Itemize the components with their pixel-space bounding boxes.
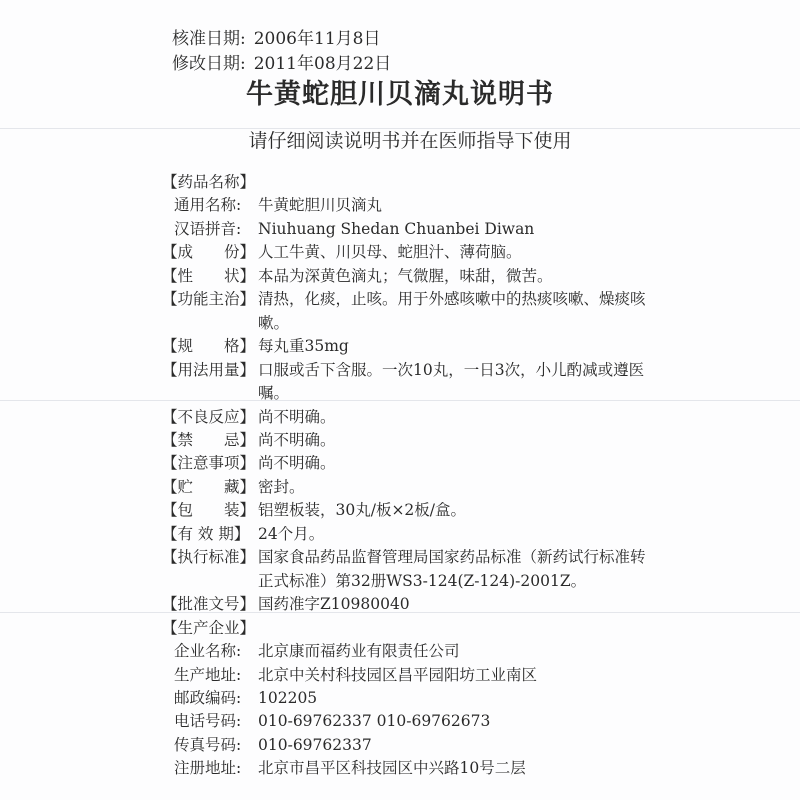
row-label: 【性 状】 <box>162 266 256 285</box>
row-value: Niuhuang Shedan Chuanbei Diwan <box>258 219 535 238</box>
row-value: 010-69762337 010-69762673 <box>258 712 491 731</box>
row-label: 传真号码: <box>174 735 242 754</box>
info-row <box>162 546 652 593</box>
revision-date <box>172 49 391 74</box>
row-value: 口服或舌下含服。一次10丸，一日3次，小儿酌减或遵医嘱。 <box>258 360 645 403</box>
row-value: 北京市昌平区科技园区中兴路10号二层 <box>258 759 526 778</box>
row-value: 牛黄蛇胆川贝滴丸 <box>258 196 383 215</box>
info-row <box>162 265 652 288</box>
info-row <box>162 499 652 522</box>
info-row <box>162 171 652 194</box>
row-value <box>258 171 652 194</box>
row-label: 【不良反应】 <box>162 407 256 426</box>
info-row <box>162 288 652 335</box>
row-label: 汉语拼音: <box>174 219 242 238</box>
row-value: 密封。 <box>258 477 305 496</box>
info-row <box>162 757 652 780</box>
approval-date-value: 2006年11月8日 <box>253 29 381 49</box>
row-value: 尚不明确。 <box>258 407 336 426</box>
row-label: 【注意事项】 <box>162 454 256 473</box>
row-value: 铝塑板装，30丸/板×2板/盒。 <box>258 501 467 520</box>
document-title: 牛黄蛇胆川贝滴丸说明书 <box>246 79 554 110</box>
document-subtitle: 请仔细阅读说明书并在医师指导下使用 <box>248 130 572 152</box>
info-row <box>162 359 652 406</box>
row-value: 每丸重35mg <box>258 337 349 356</box>
row-value: 102205 <box>258 688 318 707</box>
row-value <box>258 617 652 640</box>
row-value: 尚不明确。 <box>258 430 336 449</box>
info-row <box>162 194 652 217</box>
approval-date-label: 核准日期: <box>172 29 246 49</box>
info-row <box>162 406 652 429</box>
row-label: 【执行标准】 <box>162 548 256 567</box>
info-row <box>162 710 652 733</box>
info-row <box>162 452 652 475</box>
row-label: 邮政编码: <box>174 688 242 707</box>
row-label: 通用名称: <box>174 196 242 215</box>
info-row <box>162 664 652 687</box>
row-label: 【贮 藏】 <box>162 477 256 496</box>
info-row <box>162 523 652 546</box>
approval-date <box>172 24 380 49</box>
info-row <box>162 429 652 452</box>
info-row <box>162 218 652 241</box>
row-label: 【包 装】 <box>162 501 256 520</box>
row-label: 【批准文号】 <box>162 595 256 614</box>
row-label: 【规 格】 <box>162 337 256 356</box>
row-value: 本品为深黄色滴丸；气微腥，味甜，微苦。 <box>258 266 553 285</box>
row-value: 国药准字Z10980040 <box>258 595 410 614</box>
info-row <box>162 593 652 616</box>
info-row <box>162 335 652 358</box>
row-label: 注册地址: <box>174 759 242 778</box>
row-label: 生产地址: <box>174 665 242 684</box>
info-row <box>162 687 652 710</box>
info-row <box>162 241 652 264</box>
row-value: 24个月。 <box>258 524 325 543</box>
row-value: 010-69762337 <box>258 735 372 754</box>
row-value: 人工牛黄、川贝母、蛇胆汁、薄荷脑。 <box>258 243 522 262</box>
info-row <box>162 476 652 499</box>
row-value: 尚不明确。 <box>258 454 336 473</box>
info-row <box>162 617 652 640</box>
revision-date-value: 2011年08月22日 <box>253 54 392 74</box>
info-row <box>162 640 652 663</box>
row-value: 国家食品药品监督管理局国家药品标准（新药试行标准转正式标准）第32册WS3-124(Z-124)-2001Z。 <box>258 548 646 590</box>
row-label: 【有 效 期】 <box>162 524 250 543</box>
row-label: 【成 份】 <box>162 243 256 262</box>
row-label: 企业名称: <box>174 642 242 661</box>
row-label: 【禁 忌】 <box>162 430 256 449</box>
row-value: 清热，化痰，止咳。用于外感咳嗽中的热痰咳嗽、燥痰咳嗽。 <box>258 290 646 332</box>
revision-date-label: 修改日期: <box>172 54 246 74</box>
instructions-body <box>162 171 652 781</box>
row-label: 【药品名称】 <box>162 173 256 191</box>
row-label: 【用法用量】 <box>162 360 256 379</box>
row-value: 北京康而福药业有限责任公司 <box>258 642 460 661</box>
row-label: 【生产企业】 <box>162 618 256 637</box>
info-row <box>162 734 652 757</box>
row-value: 北京中关村科技园区昌平园阳坊工业南区 <box>258 665 538 684</box>
row-label: 【功能主治】 <box>162 290 256 309</box>
row-label: 电话号码: <box>174 712 242 731</box>
